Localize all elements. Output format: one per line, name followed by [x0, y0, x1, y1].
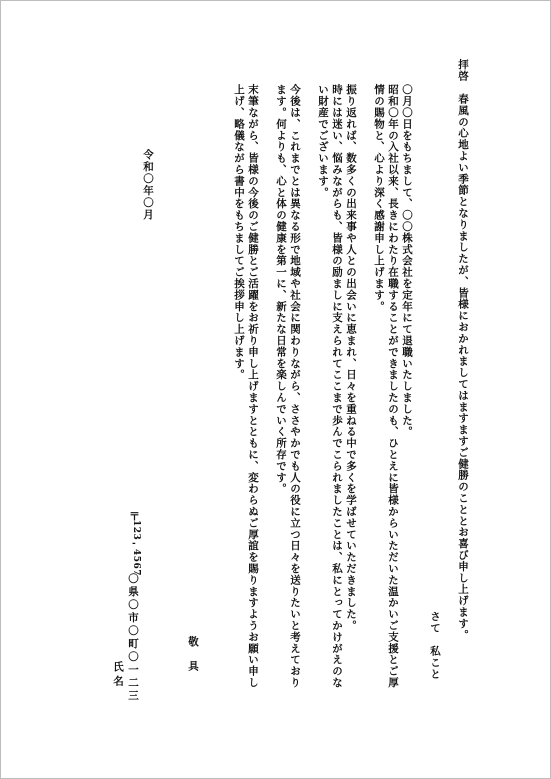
- body-line-9: 末筆ながら、皆様の今後のご健勝とご活躍をお祈り申し上げますとともに、変わらぬご厚誼を賜りますようお願い申し: [247, 84, 259, 689]
- sender-name: 氏名: [112, 661, 124, 690]
- transition-line: [428, 611, 442, 679]
- body-line-5: 時には迷い、悩みながらも、皆様の励ましに支えられてここまで歩んでこられましたことは、私にとってかけがえのな: [331, 84, 343, 689]
- greeting-text: 春風の心地よい季節となりましたが、皆様におかれましてはますますご健勝のこととお喜び申し上げます。: [457, 93, 469, 641]
- postal-code-separator: -: [132, 539, 136, 549]
- body-line-7: 今後は、これまでとは異なる形で地域や社会に関わりながら、ささやかでも人の役に立つ日々を送りたいと考えており: [289, 84, 301, 689]
- postal-mark: 〒: [129, 510, 140, 523]
- body-line-2: 昭和〇年の入社以来、長きにわたり在職することができましたのも、ひとえに皆様からいただいた温かいご支援とご厚: [387, 84, 399, 689]
- greeting-line: [456, 59, 470, 640]
- body-line-4: 振り返れば、数多くの出来事や人との出会いに恵まれ、日々を重ねる中で多くを学ばせていただきました。: [345, 84, 357, 632]
- closing-word: 敬具: [187, 636, 199, 685]
- transition-spacer: [429, 634, 441, 645]
- greeting-spacer: [457, 82, 469, 93]
- date-line: 令和〇年〇月: [142, 149, 154, 221]
- postal-code-2: 4567: [131, 549, 141, 577]
- address-line: 〇県〇市〇町〇一二三: [127, 573, 139, 703]
- body-line-8: ます。何よりも、心と体の健康を第一に、新たな日常を楽しんでいく所存です。: [275, 84, 287, 495]
- postal-code-1: 123: [131, 520, 141, 541]
- transition-word: さて: [429, 611, 441, 634]
- opening-word: 拝啓: [457, 59, 469, 82]
- body-line-3: 情の賜物と、心より深く感謝申し上げます。: [373, 84, 385, 312]
- body-line-10: 上げ、略儀ながら書中をもちましてご挨拶申し上げます。: [233, 84, 245, 381]
- subject-word: 私こと: [429, 645, 441, 680]
- body-line-1: 〇月〇日をもちまして、〇〇株式会社を定年にて退職いたしました。: [401, 84, 413, 438]
- body-line-6: い財産でございます。: [317, 84, 329, 198]
